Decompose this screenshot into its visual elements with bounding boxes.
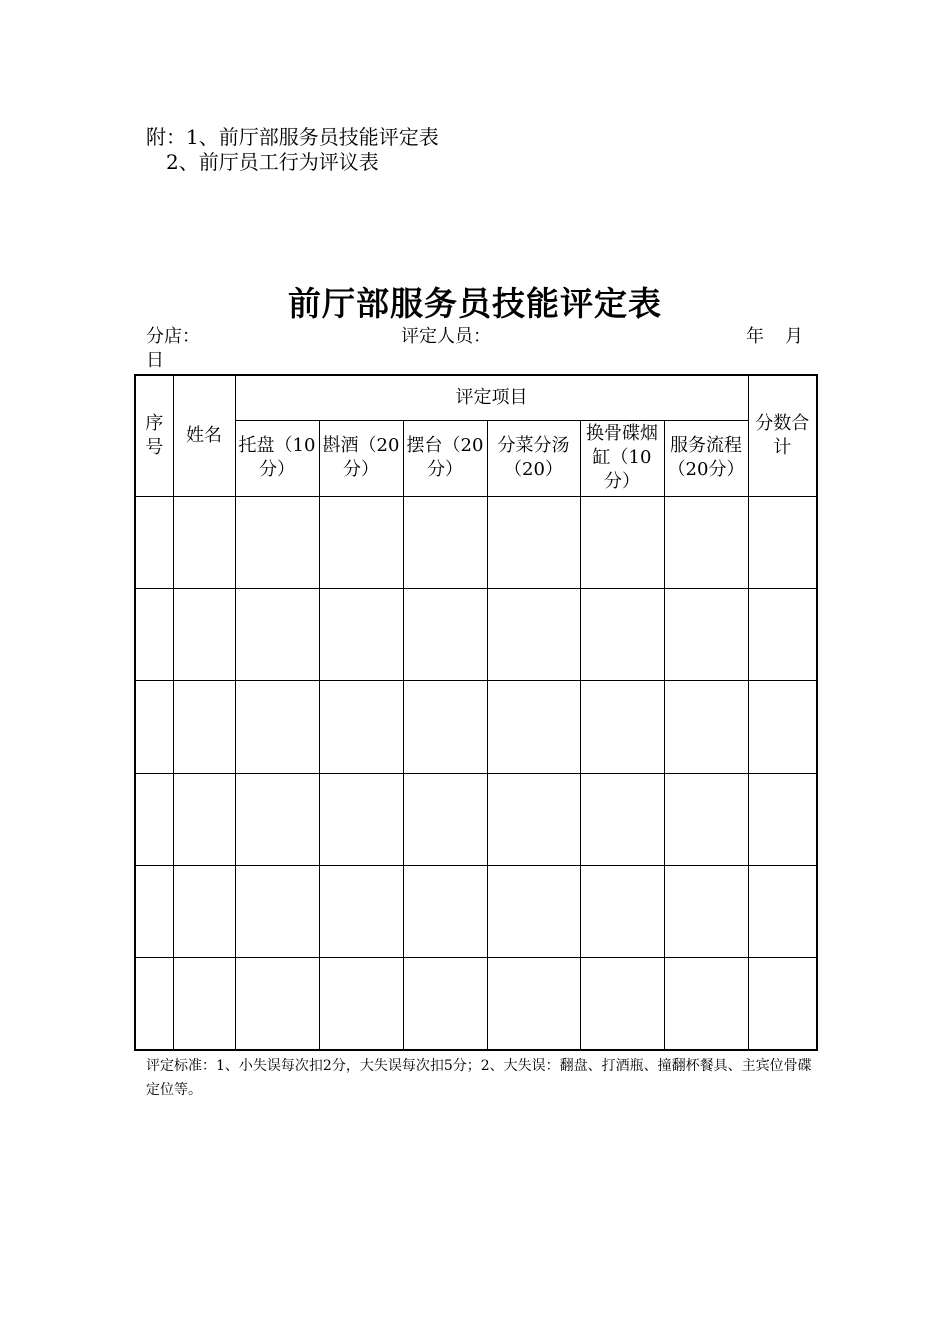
header-item-tray: 托盘（10分） — [235, 420, 319, 496]
cell — [173, 958, 235, 1050]
cell — [135, 958, 173, 1050]
attachment-line-2: 2、前厅员工行为评议表 — [166, 150, 379, 174]
table-row — [135, 681, 817, 773]
cell — [235, 496, 319, 588]
header-evaluation-items: 评定项目 — [235, 375, 748, 420]
cell — [487, 681, 580, 773]
cell — [748, 773, 817, 865]
year-label: 年 — [746, 326, 764, 347]
cell — [748, 589, 817, 681]
month-label: 月 — [785, 326, 803, 347]
cell — [487, 496, 580, 588]
header-item-change-plates: 换骨碟烟缸（10分） — [580, 420, 664, 496]
cell — [664, 496, 748, 588]
header-index: 序号 — [135, 375, 173, 496]
cell — [487, 958, 580, 1050]
table-row — [135, 958, 817, 1050]
rater-label: 评定人员： — [401, 326, 491, 347]
cell — [580, 773, 664, 865]
cell — [403, 865, 487, 957]
header-total-score: 分数合计 — [748, 375, 817, 496]
cell — [235, 681, 319, 773]
table-row — [135, 773, 817, 865]
cell — [235, 958, 319, 1050]
form-title: 前厅部服务员技能评定表 — [288, 284, 662, 323]
cell — [748, 865, 817, 957]
cell — [235, 589, 319, 681]
header-name: 姓名 — [173, 375, 235, 496]
cell — [664, 681, 748, 773]
cell — [173, 773, 235, 865]
cell — [319, 681, 403, 773]
attachment-line-1: 附：1、前厅部服务员技能评定表 — [146, 125, 439, 149]
header-item-serve-dishes: 分菜分汤（20） — [487, 420, 580, 496]
cell — [173, 496, 235, 588]
cell — [135, 681, 173, 773]
cell — [580, 589, 664, 681]
table-row — [135, 589, 817, 681]
cell — [403, 773, 487, 865]
cell — [173, 681, 235, 773]
evaluation-criteria-note: 评定标准：1、小失误每次扣2分，大失误每次扣5分；2、大失误：翻盘、打酒瓶、撞翻杯餐具、主宾位骨碟定位等。 — [146, 1058, 812, 1098]
cell — [664, 589, 748, 681]
cell — [135, 773, 173, 865]
cell — [580, 958, 664, 1050]
cell — [173, 589, 235, 681]
cell — [664, 773, 748, 865]
cell — [235, 773, 319, 865]
cell — [580, 681, 664, 773]
cell — [319, 589, 403, 681]
cell — [487, 773, 580, 865]
cell — [403, 681, 487, 773]
cell — [319, 496, 403, 588]
cell — [487, 865, 580, 957]
cell — [319, 773, 403, 865]
cell — [748, 496, 817, 588]
evaluation-table — [134, 374, 818, 1051]
cell — [748, 958, 817, 1050]
cell — [403, 589, 487, 681]
header-item-table-setting: 摆台（20分） — [403, 420, 487, 496]
cell — [748, 681, 817, 773]
cell — [319, 865, 403, 957]
cell — [135, 496, 173, 588]
cell — [135, 589, 173, 681]
cell — [235, 865, 319, 957]
cell — [664, 865, 748, 957]
cell — [135, 865, 173, 957]
cell — [487, 589, 580, 681]
cell — [664, 958, 748, 1050]
table-row — [135, 496, 817, 588]
cell — [403, 496, 487, 588]
header-item-service-flow: 服务流程（20分） — [664, 420, 748, 496]
shop-label: 分店： — [146, 326, 200, 347]
cell — [580, 865, 664, 957]
cell — [403, 958, 487, 1050]
cell — [580, 496, 664, 588]
header-item-pour-wine: 斟酒（20分） — [319, 420, 403, 496]
cell — [319, 958, 403, 1050]
table-row — [135, 865, 817, 957]
day-label: 日 — [146, 350, 164, 371]
cell — [173, 865, 235, 957]
